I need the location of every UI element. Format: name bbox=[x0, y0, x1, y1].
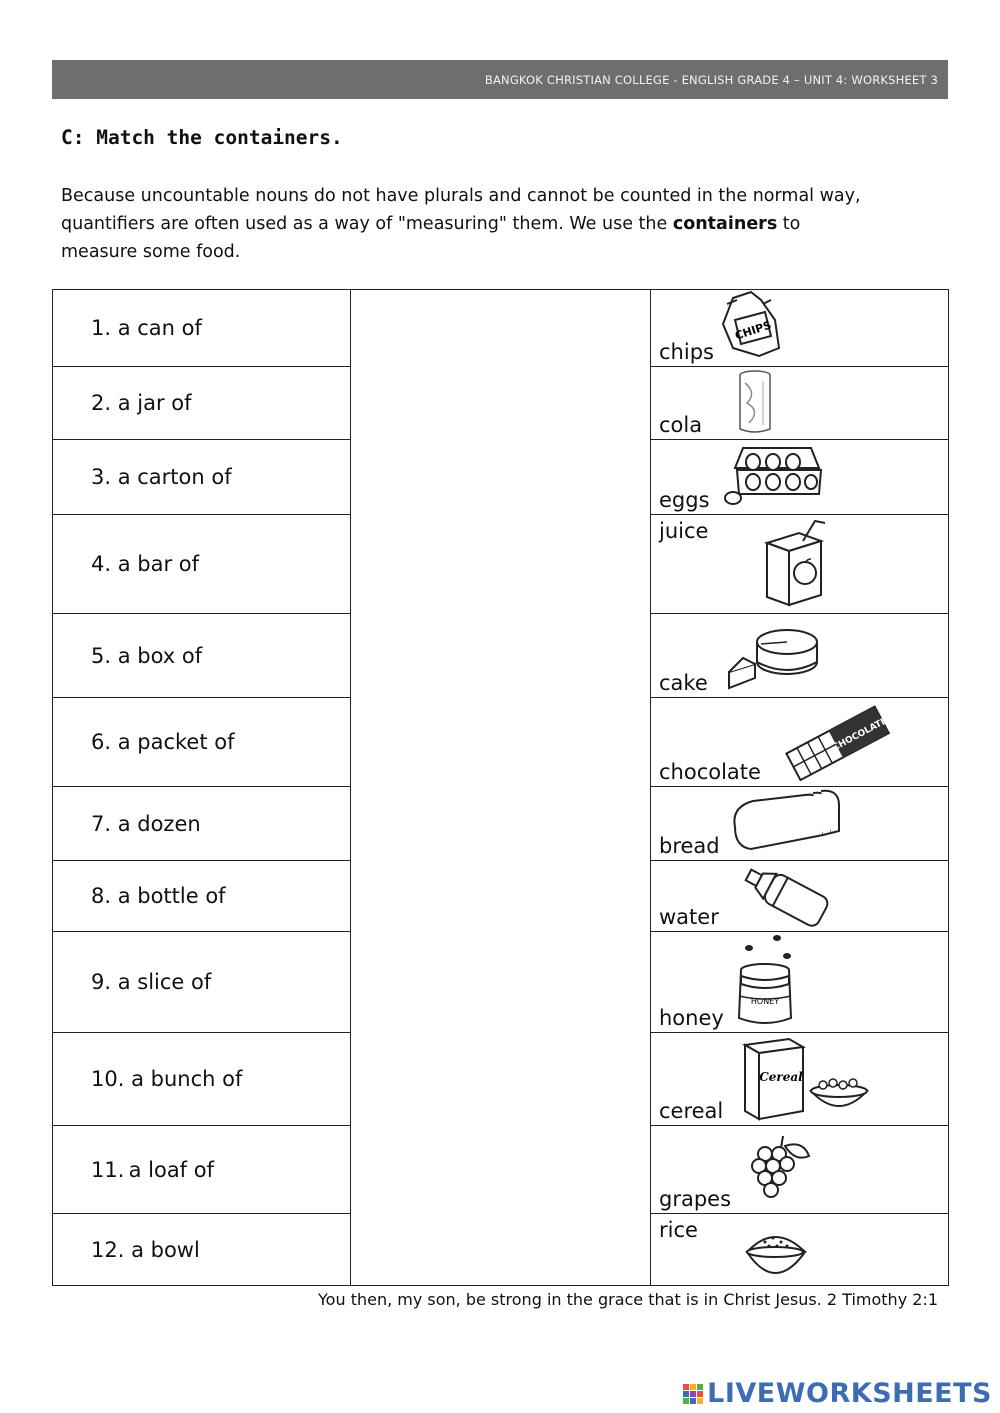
left-item-label: 1. a can of bbox=[91, 316, 202, 340]
left-item-cell bbox=[53, 515, 351, 614]
left-item-label: 10. a bunch of bbox=[91, 1067, 243, 1091]
right-item-cell bbox=[651, 861, 949, 932]
left-item-cell bbox=[53, 698, 351, 787]
left-item-label: 2. a jar of bbox=[91, 391, 192, 415]
intro-text-before: Because uncountable nouns do not have plurals and cannot be counted in the normal way, quantifiers are often used as a way of "measuring" them. We use the bbox=[61, 186, 861, 234]
matching-table bbox=[52, 289, 949, 1286]
header-bar bbox=[52, 60, 948, 99]
egg-carton-icon bbox=[723, 442, 833, 510]
right-item-word: cola bbox=[659, 413, 703, 437]
right-item-word: rice bbox=[659, 1218, 698, 1242]
left-item-label: 4. a bar of bbox=[91, 552, 200, 576]
liveworksheets-logo-text: LIVEWORKSHEETS bbox=[707, 1378, 992, 1409]
right-item-cell bbox=[651, 1214, 949, 1286]
right-item-word: chips bbox=[659, 340, 714, 364]
section-title: C: Match the containers. bbox=[61, 126, 343, 149]
left-item-cell bbox=[53, 290, 351, 367]
cake-icon bbox=[725, 614, 821, 696]
grapes-icon bbox=[743, 1132, 817, 1204]
left-item-cell bbox=[53, 367, 351, 440]
right-item-cell bbox=[651, 932, 949, 1033]
right-item-cell bbox=[651, 698, 949, 787]
left-item-cell bbox=[53, 1126, 351, 1214]
left-item-cell bbox=[53, 614, 351, 698]
header-title: BANGKOK CHRISTIAN COLLEGE - ENGLISH GRADE 4 – UNIT 4: WORKSHEET 3 bbox=[484, 72, 938, 87]
rice-bowl-icon bbox=[745, 1224, 807, 1282]
right-item-cell bbox=[651, 290, 949, 367]
left-item-label: 12. a bowl bbox=[91, 1237, 200, 1262]
chocolate-wrapper-label: CHOCOLATE bbox=[831, 716, 890, 754]
juice-box-icon bbox=[759, 517, 839, 612]
intro-paragraph bbox=[61, 182, 881, 266]
honey-jar-icon bbox=[731, 932, 811, 1030]
chocolate-bar-icon bbox=[779, 700, 897, 784]
intro-text-after: to measure some food. bbox=[61, 214, 801, 262]
bread-loaf-icon bbox=[727, 787, 843, 857]
left-item-cell bbox=[53, 787, 351, 861]
left-item-label: 9. a slice of bbox=[91, 970, 212, 994]
matching-area[interactable] bbox=[351, 290, 651, 1286]
liveworksheets-logo-icon bbox=[682, 1383, 704, 1405]
right-item-word: eggs bbox=[659, 488, 710, 512]
left-item-cell bbox=[53, 932, 351, 1033]
right-item-cell bbox=[651, 614, 949, 698]
chips-bag-icon bbox=[713, 290, 783, 360]
right-item-word: water bbox=[659, 905, 719, 929]
right-item-word: bread bbox=[659, 834, 720, 858]
svg-text:CHIPS: CHIPS bbox=[733, 318, 773, 343]
left-item-label: 5. a box of bbox=[91, 643, 203, 668]
liveworksheets-logo[interactable] bbox=[682, 1378, 992, 1409]
left-item-label: 11. a loaf of bbox=[91, 1157, 214, 1182]
right-item-word: honey bbox=[659, 1006, 724, 1030]
right-item-cell bbox=[651, 1126, 949, 1214]
cola-can-icon bbox=[735, 369, 775, 437]
right-item-cell bbox=[651, 367, 949, 440]
water-bottle-icon bbox=[737, 863, 835, 929]
left-item-label: 6. a packet of bbox=[91, 730, 235, 754]
cereal-box-icon bbox=[739, 1035, 877, 1123]
left-item-label: 3. a carton of bbox=[91, 465, 232, 489]
left-item-cell bbox=[53, 1214, 351, 1286]
left-item-label: 8. a bottle of bbox=[91, 884, 226, 908]
cereal-box-label: Cereal bbox=[759, 1070, 803, 1084]
honey-jar-label: HONEY bbox=[750, 997, 780, 1006]
footer-verse: You then, my son, be strong in the grace that is in Christ Jesus. 2 Timothy 2:1 bbox=[318, 1290, 938, 1309]
right-item-word: cake bbox=[659, 671, 708, 695]
right-item-word: chocolate bbox=[659, 760, 761, 784]
right-item-word: grapes bbox=[659, 1187, 732, 1211]
table-row bbox=[53, 290, 949, 367]
right-item-cell bbox=[651, 440, 949, 515]
left-item-cell bbox=[53, 861, 351, 932]
intro-bold-word: containers bbox=[672, 214, 778, 234]
right-item-word: juice bbox=[659, 519, 709, 543]
left-item-cell bbox=[53, 440, 351, 515]
right-item-cell bbox=[651, 515, 949, 614]
right-item-cell bbox=[651, 787, 949, 861]
right-item-word: cereal bbox=[659, 1099, 724, 1123]
left-item-cell bbox=[53, 1033, 351, 1126]
left-item-label: 7. a dozen bbox=[91, 811, 201, 836]
right-item-cell bbox=[651, 1033, 949, 1126]
